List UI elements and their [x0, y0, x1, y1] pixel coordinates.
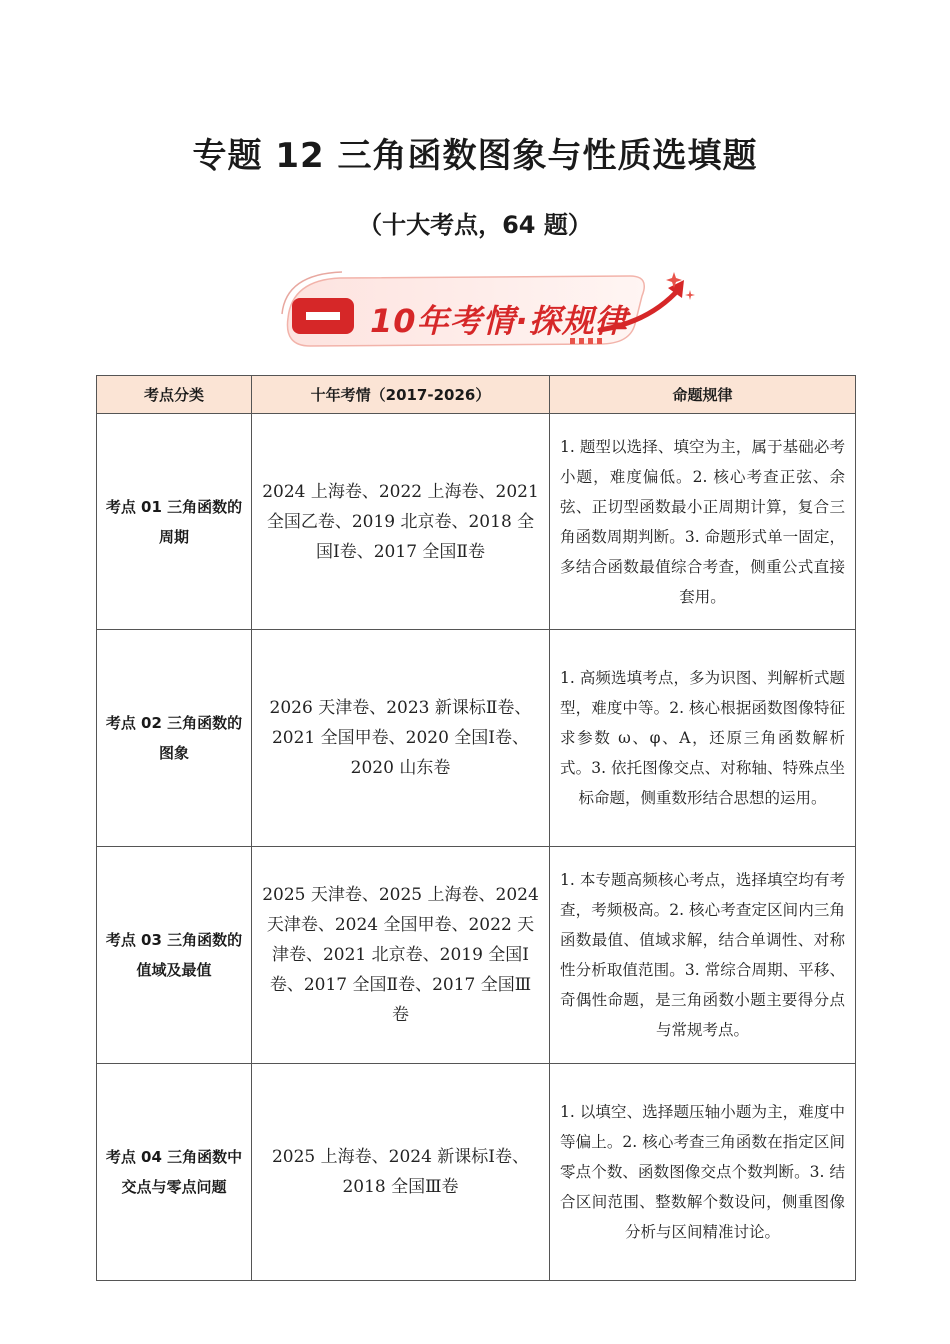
banner-label: 10年考情·探规律	[370, 302, 628, 340]
history-cell: 2026 天津卷、2023 新课标Ⅱ卷、2021 全国甲卷、2020 全国Ⅰ卷、2020 山东卷	[252, 630, 550, 847]
category-cell: 考点 02 三角函数的图象	[97, 630, 252, 847]
law-cell: 1. 以填空、选择题压轴小题为主，难度中等偏上。2. 核心考查三角函数在指定区间零点个数、函数图像交点个数判断。3. 结合区间范围、整数解个数设问，侧重图像分析与区间精准讨论。	[550, 1064, 856, 1281]
history-cell: 2024 上海卷、2022 上海卷、2021 全国乙卷、2019 北京卷、2018 全国Ⅰ卷、2017 全国Ⅱ卷	[252, 414, 550, 630]
section-banner	[270, 266, 710, 356]
table-row	[97, 847, 856, 1064]
law-cell: 1. 高频选填考点，多为识图、判解析式题型，难度中等。2. 核心根据函数图像特征求参数 ω、φ、A，还原三角函数解析式。3. 依托图像交点、对称轴、特殊点坐标命题，侧重数形结合思想的运用。	[550, 630, 856, 847]
document-title: 专题 12 三角函数图象与性质选填题	[192, 136, 758, 176]
category-cell: 考点 01 三角函数的周期	[97, 414, 252, 630]
header-category: 考点分类	[97, 376, 252, 414]
law-cell: 1. 题型以选择、填空为主，属于基础必考小题，难度偏低。2. 核心考查正弦、余弦、正切型函数最小正周期计算，复合三角函数周期判断。3. 命题形式单一固定，多结合函数最值综合考查，侧重公式直接套用。	[550, 414, 856, 630]
table-header-row	[97, 376, 856, 414]
table-row	[97, 1064, 856, 1281]
history-cell: 2025 天津卷、2025 上海卷、2024 天津卷、2024 全国甲卷、2022 天津卷、2021 北京卷、2019 全国Ⅰ卷、2017 全国Ⅱ卷、2017 全国Ⅲ卷	[252, 847, 550, 1064]
document-subtitle: （十大考点，64 题）	[358, 211, 592, 239]
exam-analysis-table	[96, 375, 856, 1281]
header-law: 命题规律	[550, 376, 856, 414]
table-row	[97, 414, 856, 630]
law-cell: 1. 本专题高频核心考点，选择填空均有考查，考频极高。2. 核心考查定区间内三角函数最值、值域求解，结合单调性、对称性分析取值范围。3. 常综合周期、平移、奇偶性命题，是三角函数小题主要得分点与常规考点。	[550, 847, 856, 1064]
table-row	[97, 630, 856, 847]
category-cell: 考点 03 三角函数的值域及最值	[97, 847, 252, 1064]
history-cell: 2025 上海卷、2024 新课标Ⅰ卷、2018 全国Ⅲ卷	[252, 1064, 550, 1281]
header-history: 十年考情（2017-2026）	[252, 376, 550, 414]
category-cell: 考点 04 三角函数中交点与零点问题	[97, 1064, 252, 1281]
